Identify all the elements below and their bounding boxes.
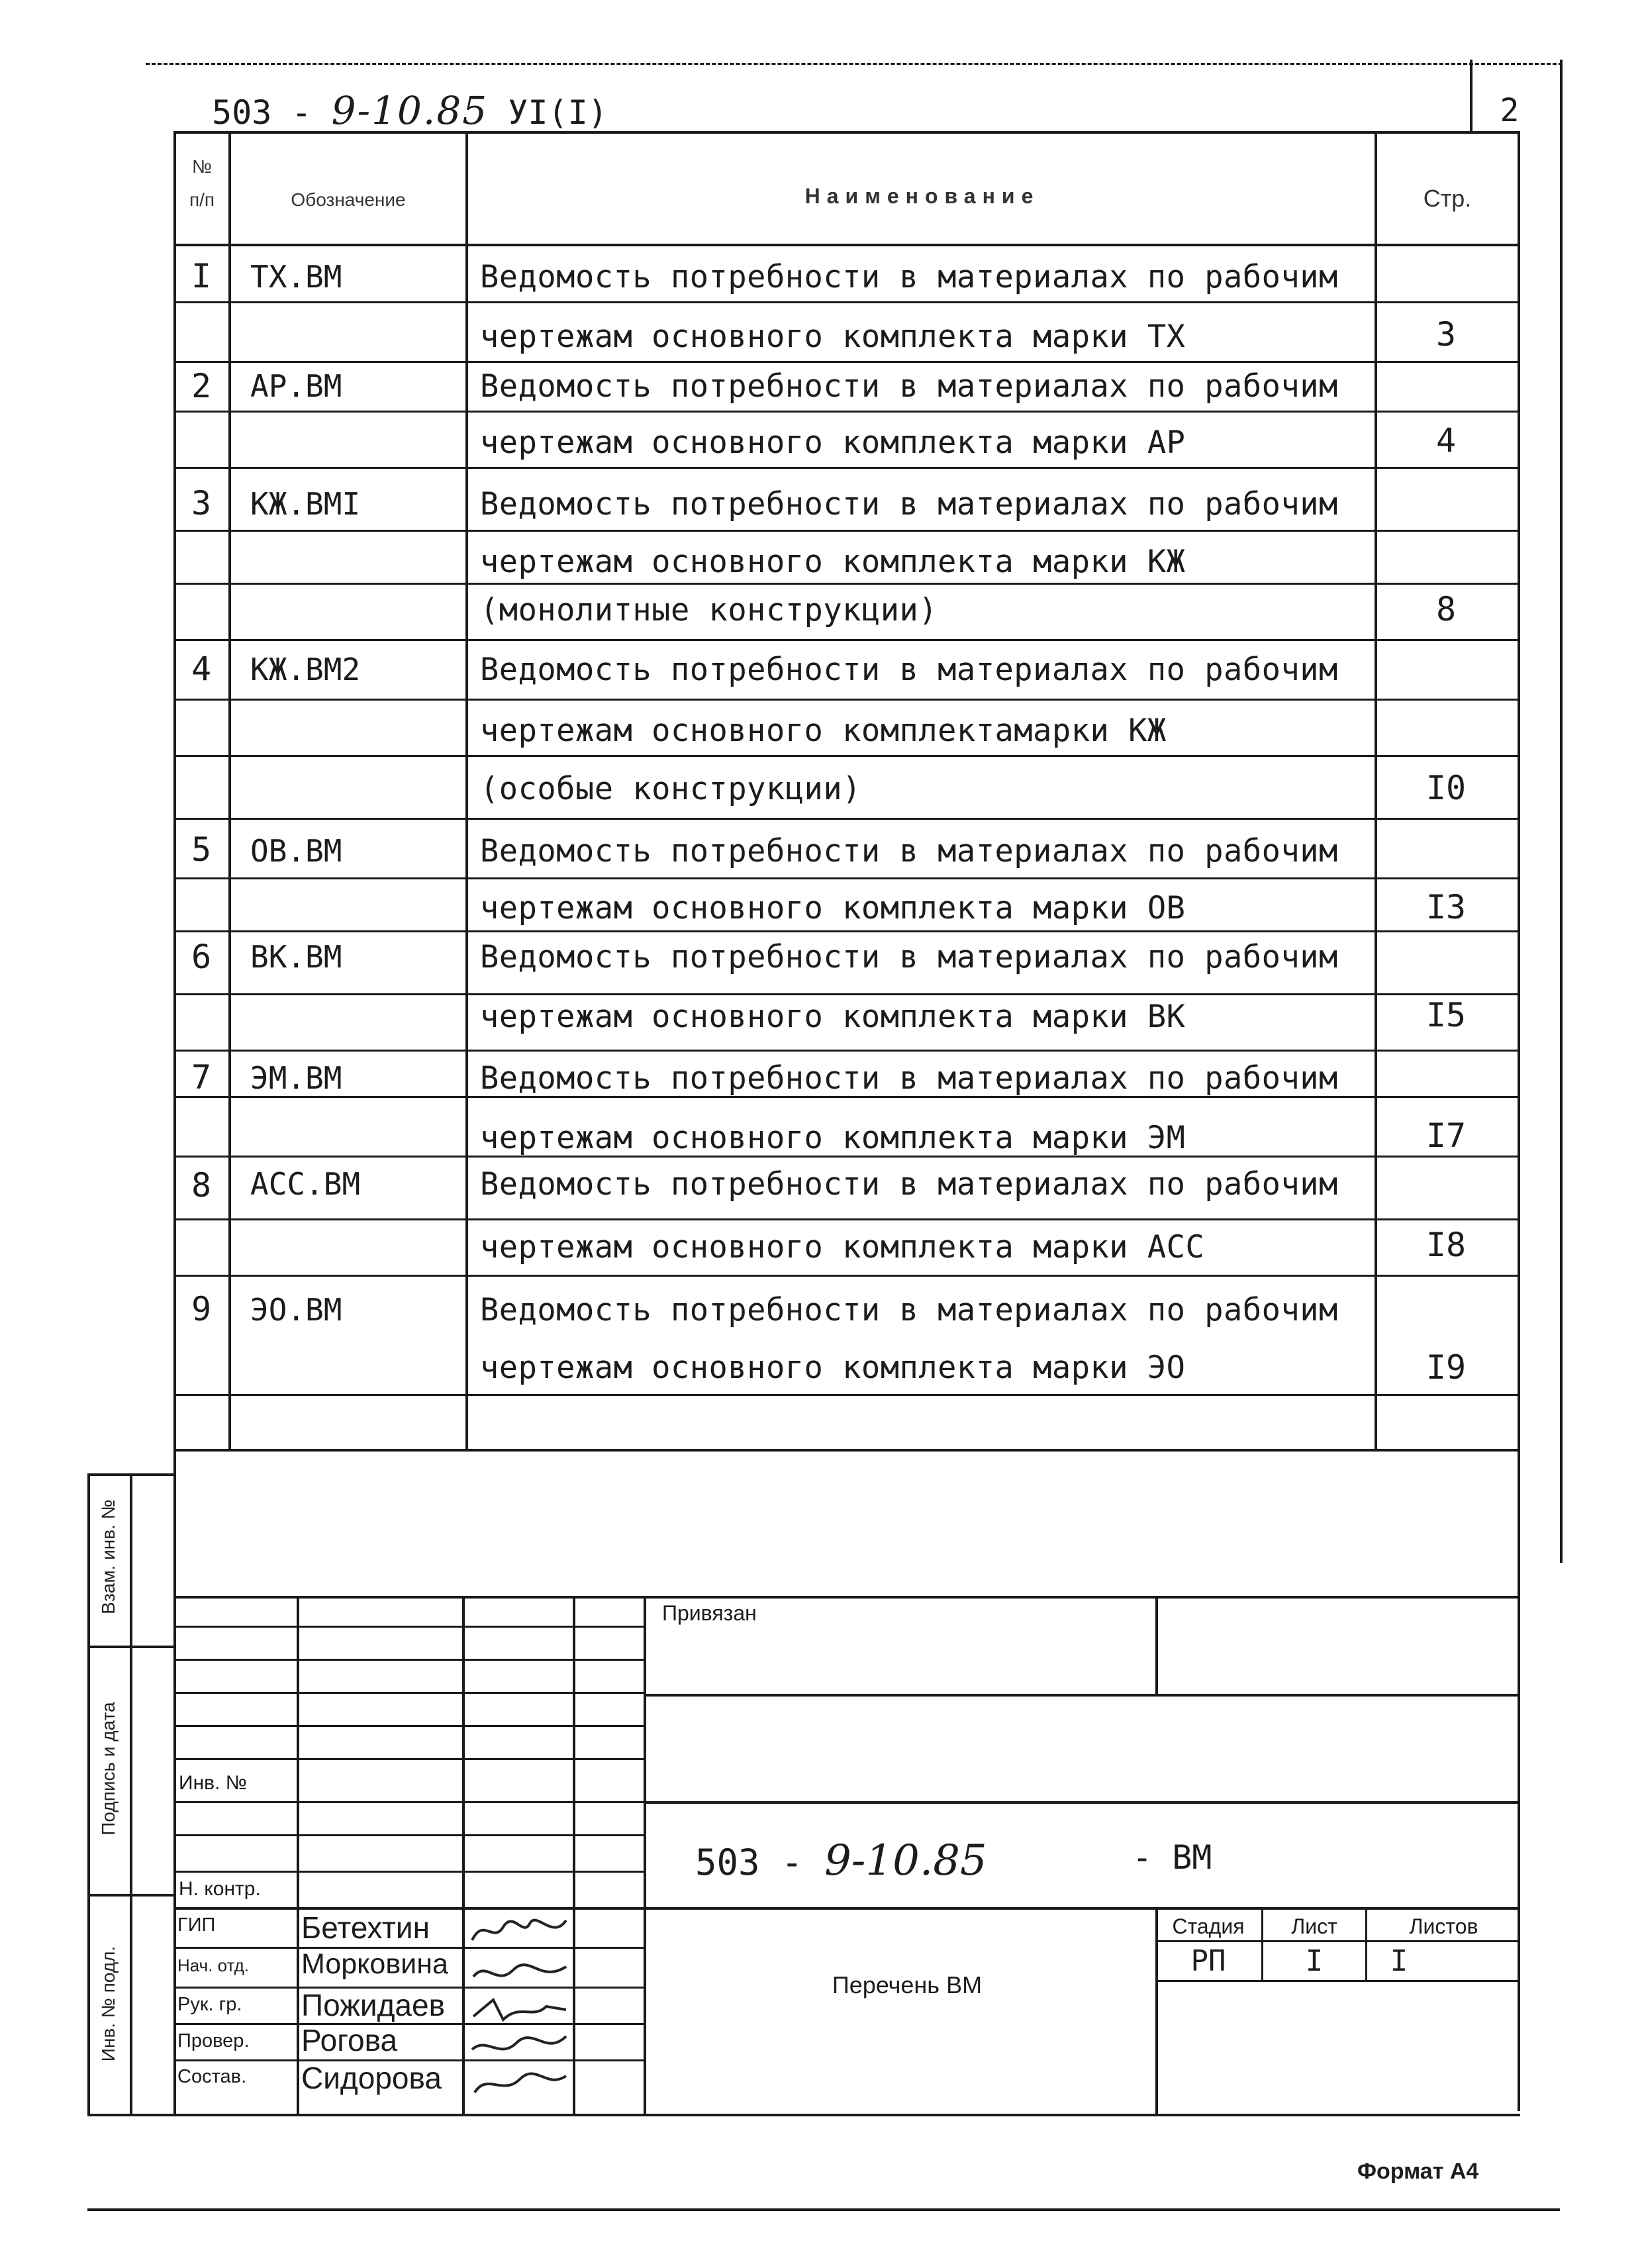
signer-4-name: Рогова <box>301 2023 398 2057</box>
privyazan-bottom <box>644 1694 1520 1697</box>
tb-signers-top <box>173 1907 1520 1910</box>
vzam-inv-label: Взам. инв. № <box>98 1499 119 1614</box>
row-2-page: 4 <box>1435 421 1457 460</box>
signer-5-role: Состав. <box>177 2066 247 2087</box>
designation <box>695 1836 987 1885</box>
col-name-header: Наименование <box>804 184 1040 208</box>
margin-outer-border <box>87 1473 90 2114</box>
header-bottom-border <box>173 244 1520 246</box>
table-top-border <box>173 131 1520 134</box>
table-bottom-border <box>173 1449 1520 1452</box>
sheet-number: 2 <box>1500 92 1520 129</box>
row-2-code: АР.ВМ <box>250 368 342 404</box>
privyazan-label: Привязан <box>662 1601 757 1625</box>
row-line <box>173 930 1520 932</box>
row-8-code: АСС.ВМ <box>250 1166 361 1202</box>
row-line <box>173 818 1520 820</box>
row-7-line-2: чертежам основного комплекта марки ЭМ <box>480 1120 1186 1156</box>
row-9-code: ЭО.ВМ <box>250 1292 342 1328</box>
table-right-border <box>1518 131 1520 2111</box>
col-num-divider <box>228 131 231 1449</box>
row-line <box>173 361 1520 363</box>
signature-1 <box>472 1920 566 1940</box>
col-code-header: Обозначение <box>291 189 406 210</box>
row-5-page: I3 <box>1425 888 1467 926</box>
sheets-value: I <box>1390 1944 1408 1978</box>
right-border <box>1560 60 1563 1563</box>
margin-bottom-border <box>87 2114 176 2116</box>
signer-5-name: Сидорова <box>301 2061 442 2095</box>
bottom-border <box>87 2208 1560 2211</box>
signer-1-role: ГИП <box>177 1914 216 1936</box>
signer-2-name: Морковина <box>301 1948 448 1980</box>
stage-label: Стадия <box>1172 1914 1245 1938</box>
tb-col-line <box>573 1596 575 2114</box>
doc-title: Перечень ВМ <box>832 1971 983 1998</box>
row-line <box>173 1275 1520 1277</box>
row-8-num: 8 <box>191 1166 212 1205</box>
stage-bottom-line <box>1155 1980 1520 1982</box>
row-5-num: 5 <box>191 830 212 869</box>
margin-inner-border <box>130 1473 132 2114</box>
col-code-divider <box>465 131 468 1449</box>
row-5-line-1: Ведомость потребности в материалах по рабочим <box>480 833 1338 869</box>
row-6-num: 6 <box>191 938 212 976</box>
tb-col-line <box>297 1596 299 2114</box>
row-1-line-2: чертежам основного комплекта марки ТХ <box>480 319 1186 355</box>
designation-top <box>644 1801 1520 1804</box>
row-1-code: ТХ.ВМ <box>250 259 342 295</box>
row-1-num: I <box>191 257 212 295</box>
format-label: Формат А4 <box>1357 2159 1479 2184</box>
row-2-num: 2 <box>191 367 212 405</box>
row-6-page: I5 <box>1425 996 1467 1034</box>
row-5-line-2: чертежам основного комплекта марки ОВ <box>480 890 1186 926</box>
row-line <box>173 301 1520 303</box>
col-num-header-top: № <box>191 156 213 177</box>
row-line <box>173 530 1520 532</box>
signer-4-role: Провер. <box>177 2030 250 2051</box>
row-line <box>173 755 1520 757</box>
designation-prefix: 503 - <box>695 1842 803 1883</box>
stage-header-line <box>1155 1940 1520 1942</box>
tb-col-line <box>644 1596 646 2114</box>
signature-4 <box>472 2036 566 2049</box>
row-8-line-1: Ведомость потребности в материалах по рабочим <box>480 1166 1338 1203</box>
doc-code-prefix: 503 - <box>212 93 312 132</box>
row-line <box>173 1394 1520 1396</box>
row-3-line-3: (монолитные конструкции) <box>480 592 938 628</box>
row-9-line-1: Ведомость потребности в материалах по рабочим <box>480 1292 1338 1328</box>
col-page-header: Стр. <box>1423 185 1472 212</box>
designation-handwritten: 9-10.85 <box>824 1836 987 1885</box>
row-7-page: I7 <box>1425 1116 1467 1155</box>
signer-1-name: Бетехтин <box>301 1910 430 1945</box>
stage-value: РП <box>1190 1944 1226 1978</box>
row-3-line-1: Ведомость потребности в материалах по рабочим <box>480 486 1338 522</box>
row-4-num: 4 <box>191 650 212 688</box>
row-3-page: 8 <box>1435 590 1457 628</box>
row-4-line-1: Ведомость потребности в материалах по рабочим <box>480 652 1338 688</box>
row-3-num: 3 <box>191 484 212 522</box>
row-4-code: КЖ.ВМ2 <box>250 652 361 687</box>
doc-code-suffix: УI(I) <box>508 93 608 132</box>
doc-code-handwritten: 9-10.85 <box>331 88 489 133</box>
row-4-page: I0 <box>1425 769 1467 807</box>
row-4-line-3: (особые конструкции) <box>480 771 861 807</box>
row-3-line-2: чертежам основного комплекта марки КЖ <box>480 544 1186 580</box>
row-4-line-2: чертежам основного комплектамарки КЖ <box>480 713 1167 749</box>
row-7-num: 7 <box>191 1058 212 1097</box>
row-8-page: I8 <box>1425 1226 1467 1264</box>
stage-left-border <box>1155 1907 1158 2114</box>
table-left-border <box>173 131 176 2115</box>
row-9-num: 9 <box>191 1290 212 1328</box>
signature-2 <box>473 1965 566 1977</box>
top-dashed-line <box>146 63 1563 65</box>
row-line <box>173 583 1520 585</box>
row-line <box>173 993 1520 995</box>
tb-col-line <box>462 1596 465 2114</box>
title-block-top <box>173 1596 1520 1599</box>
doc-code <box>212 88 608 133</box>
sheet-value: I <box>1305 1944 1324 1978</box>
row-7-code: ЭМ.ВМ <box>250 1060 342 1096</box>
row-line <box>173 699 1520 701</box>
signer-3-name: Пожидаев <box>301 1988 446 2022</box>
row-6-code: ВК.ВМ <box>250 939 342 975</box>
row-line <box>173 1050 1520 1052</box>
row-line <box>173 639 1520 641</box>
privyazan-divider <box>1155 1596 1158 1694</box>
row-1-page: 3 <box>1435 315 1457 354</box>
row-9-line-2: чертежам основного комплекта марки ЭО <box>480 1350 1186 1386</box>
designation-suffix: - ВМ <box>1132 1838 1212 1877</box>
row-1-line-1: Ведомость потребности в материалах по рабочим <box>480 259 1338 295</box>
row-9-page: I9 <box>1425 1348 1467 1387</box>
row-line <box>173 411 1520 413</box>
sheet-label: Лист <box>1291 1914 1337 1938</box>
row-5-code: ОВ.ВМ <box>250 833 342 869</box>
row-6-line-2: чертежам основного комплекта марки ВК <box>480 999 1186 1035</box>
row-line <box>173 1218 1520 1220</box>
row-2-line-1: Ведомость потребности в материалах по рабочим <box>480 368 1338 405</box>
sheet-box-divider <box>1470 60 1473 132</box>
inv-no-label: Инв. № <box>179 1772 247 1794</box>
row-6-line-1: Ведомость потребности в материалах по рабочим <box>480 939 1338 975</box>
row-8-line-2: чертежам основного комплекта марки АСС <box>480 1229 1205 1265</box>
row-7-line-1: Ведомость потребности в материалах по рабочим <box>480 1060 1338 1097</box>
signature-5 <box>475 2073 566 2093</box>
inv-podl-label: Инв. № подл. <box>98 1946 119 2062</box>
stage-col-line <box>1365 1907 1367 1980</box>
signer-2-role: Нач. отд. <box>177 1955 249 1975</box>
row-2-line-2: чертежам основного комплекта марки АР <box>480 424 1186 461</box>
podpis-data-label: Подпись и дата <box>98 1702 119 1836</box>
signature-3 <box>473 2000 566 2020</box>
stage-col-line <box>1261 1907 1263 1980</box>
col-num-header-bottom: п/п <box>189 189 215 210</box>
title-block-bottom <box>173 2114 1520 2116</box>
sheets-label: Листов <box>1409 1914 1478 1938</box>
n-kontr-label: Н. контр. <box>179 1878 261 1900</box>
col-page-divider <box>1375 131 1377 1449</box>
signer-3-role: Рук. гр. <box>177 1994 242 2015</box>
row-line <box>173 467 1520 469</box>
signatures-group <box>467 1910 573 2109</box>
row-3-code: КЖ.ВМI <box>250 486 361 522</box>
row-line <box>173 877 1520 879</box>
